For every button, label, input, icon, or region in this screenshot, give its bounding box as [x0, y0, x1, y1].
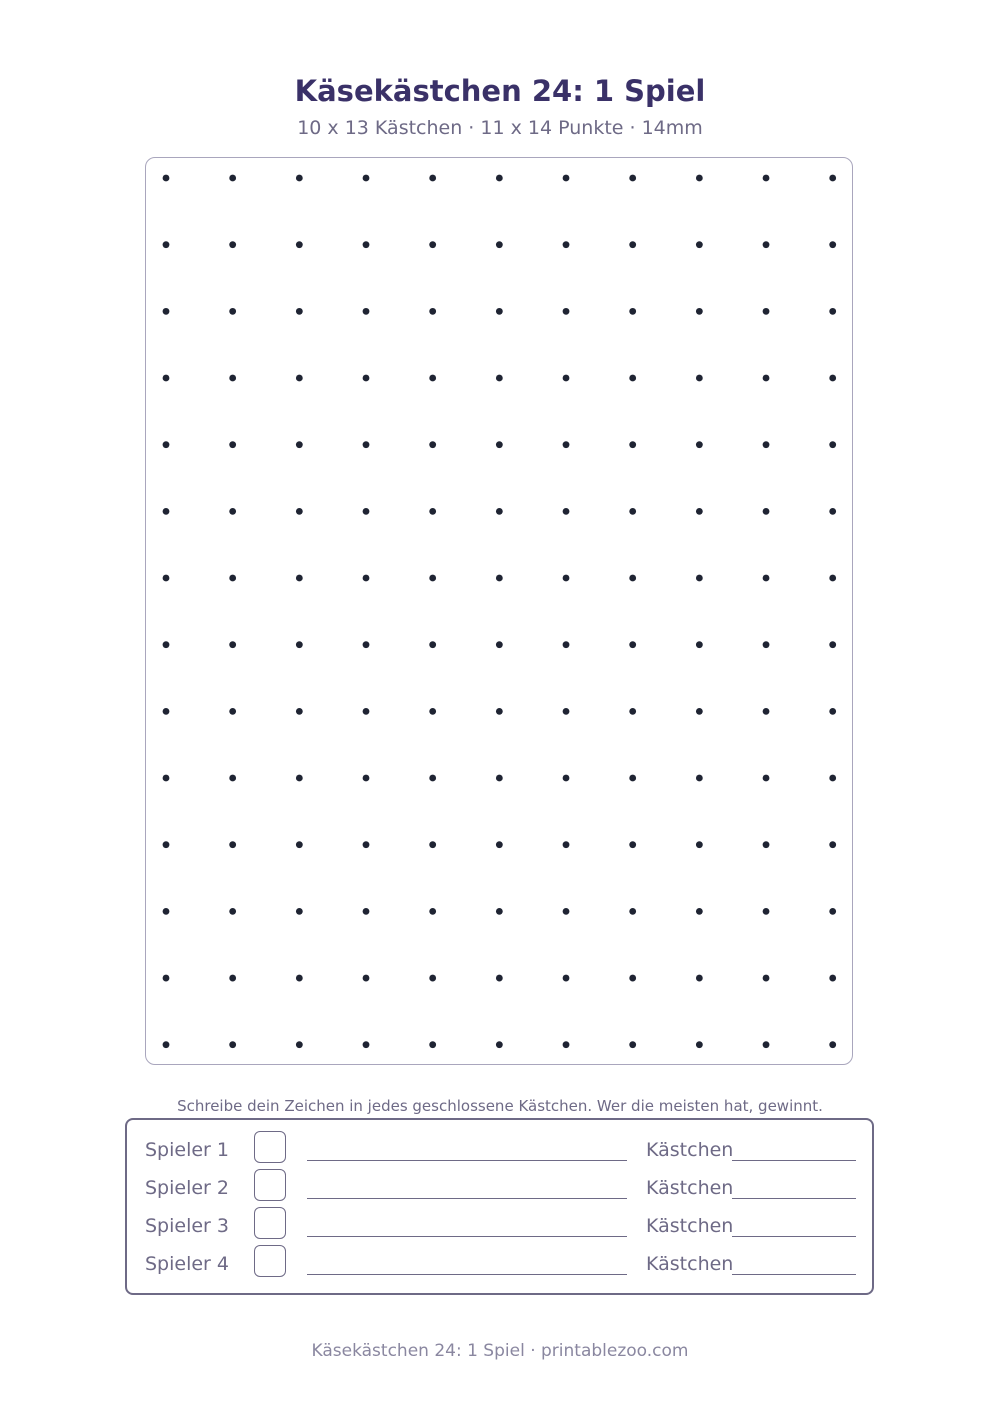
grid-dot[interactable] — [495, 707, 502, 714]
grid-dot[interactable] — [629, 974, 636, 981]
grid-dot[interactable] — [162, 374, 169, 381]
grid-dot[interactable] — [629, 174, 636, 181]
grid-dot[interactable] — [562, 441, 569, 448]
grid-dot[interactable] — [162, 441, 169, 448]
grid-dot[interactable] — [429, 641, 436, 648]
player-symbol-box[interactable] — [254, 1245, 286, 1277]
grid-dot[interactable] — [562, 1041, 569, 1048]
player-name-line[interactable] — [307, 1160, 627, 1161]
grid-dot[interactable] — [629, 707, 636, 714]
page-subtitle: 10 x 13 Kästchen · 11 x 14 Punkte · 14mm — [297, 117, 703, 139]
grid-dot[interactable] — [762, 974, 769, 981]
grid-dot[interactable] — [829, 174, 836, 181]
grid-dot[interactable] — [295, 707, 302, 714]
player-row — [127, 1207, 872, 1245]
grid-dot[interactable] — [495, 174, 502, 181]
grid-dot[interactable] — [362, 974, 369, 981]
grid-dot[interactable] — [429, 174, 436, 181]
grid-dot[interactable] — [429, 374, 436, 381]
scoreboard — [125, 1118, 874, 1295]
grid-dot[interactable] — [695, 641, 702, 648]
box-count-line[interactable] — [732, 1160, 856, 1161]
grid-dot[interactable] — [362, 507, 369, 514]
grid-dot[interactable] — [162, 174, 169, 181]
grid-dot[interactable] — [295, 774, 302, 781]
grid-dot[interactable] — [629, 841, 636, 848]
box-count-label: Kästchen — [646, 1215, 734, 1237]
grid-dot[interactable] — [362, 707, 369, 714]
grid-dot[interactable] — [562, 841, 569, 848]
grid-dot[interactable] — [362, 774, 369, 781]
grid-dot[interactable] — [562, 507, 569, 514]
grid-dot[interactable] — [562, 974, 569, 981]
game-instruction: Schreibe dein Zeichen in jedes geschlossene Kästchen. Wer die meisten hat, gewinnt. — [177, 1097, 823, 1115]
grid-dot[interactable] — [295, 174, 302, 181]
grid-dot[interactable] — [829, 974, 836, 981]
grid-dot[interactable] — [162, 641, 169, 648]
grid-dot[interactable] — [829, 507, 836, 514]
grid-dot[interactable] — [562, 641, 569, 648]
player-row — [127, 1245, 872, 1283]
box-count-label: Kästchen — [646, 1253, 734, 1275]
grid-dot[interactable] — [562, 774, 569, 781]
grid-dot[interactable] — [162, 774, 169, 781]
grid-dot[interactable] — [362, 841, 369, 848]
grid-dot[interactable] — [495, 841, 502, 848]
page-title: Käsekästchen 24: 1 Spiel — [294, 74, 706, 108]
grid-dot[interactable] — [495, 974, 502, 981]
grid-dot[interactable] — [495, 774, 502, 781]
grid-dot[interactable] — [495, 574, 502, 581]
grid-dot[interactable] — [695, 1041, 702, 1048]
grid-dot[interactable] — [229, 507, 236, 514]
grid-dot[interactable] — [295, 907, 302, 914]
dot-grid-board — [145, 157, 853, 1065]
grid-dot[interactable] — [295, 441, 302, 448]
grid-dot[interactable] — [829, 441, 836, 448]
grid-dot[interactable] — [495, 374, 502, 381]
grid-dot[interactable] — [829, 641, 836, 648]
grid-dot[interactable] — [562, 307, 569, 314]
grid-dot[interactable] — [762, 174, 769, 181]
grid-dot[interactable] — [762, 707, 769, 714]
grid-dot[interactable] — [695, 774, 702, 781]
grid-dot[interactable] — [229, 174, 236, 181]
grid-dot[interactable] — [229, 574, 236, 581]
grid-dot[interactable] — [629, 574, 636, 581]
grid-dot[interactable] — [562, 574, 569, 581]
grid-dot[interactable] — [829, 1041, 836, 1048]
grid-dot[interactable] — [429, 241, 436, 248]
grid-dot[interactable] — [562, 374, 569, 381]
grid-dot[interactable] — [629, 907, 636, 914]
grid-dot[interactable] — [495, 307, 502, 314]
grid-dot[interactable] — [562, 174, 569, 181]
grid-dot[interactable] — [762, 841, 769, 848]
grid-dot[interactable] — [295, 1041, 302, 1048]
player-label: Spieler 2 — [145, 1177, 229, 1199]
grid-dot[interactable] — [762, 907, 769, 914]
grid-dot[interactable] — [229, 641, 236, 648]
box-count-line[interactable] — [732, 1274, 856, 1275]
grid-dot[interactable] — [695, 174, 702, 181]
grid-dot[interactable] — [429, 441, 436, 448]
grid-dot[interactable] — [295, 841, 302, 848]
grid-dot[interactable] — [695, 307, 702, 314]
grid-dot[interactable] — [762, 574, 769, 581]
grid-dot[interactable] — [229, 707, 236, 714]
grid-dot[interactable] — [295, 641, 302, 648]
box-count-label: Kästchen — [646, 1177, 734, 1199]
player-name-line[interactable] — [307, 1236, 627, 1237]
grid-dot[interactable] — [562, 707, 569, 714]
grid-dot[interactable] — [495, 641, 502, 648]
grid-dot[interactable] — [829, 907, 836, 914]
grid-dot[interactable] — [162, 241, 169, 248]
grid-dot[interactable] — [162, 307, 169, 314]
grid-dot[interactable] — [229, 774, 236, 781]
grid-dot[interactable] — [762, 507, 769, 514]
grid-dot[interactable] — [629, 641, 636, 648]
grid-dot[interactable] — [162, 507, 169, 514]
grid-dot[interactable] — [362, 241, 369, 248]
grid-dot[interactable] — [362, 374, 369, 381]
grid-dot[interactable] — [362, 574, 369, 581]
grid-dot[interactable] — [695, 974, 702, 981]
grid-dot[interactable] — [829, 307, 836, 314]
grid-dot[interactable] — [229, 307, 236, 314]
grid-dot[interactable] — [695, 574, 702, 581]
grid-dot[interactable] — [162, 974, 169, 981]
box-count-label: Kästchen — [646, 1139, 734, 1161]
grid-dot[interactable] — [562, 907, 569, 914]
grid-dot[interactable] — [829, 574, 836, 581]
grid-dot[interactable] — [629, 374, 636, 381]
grid-dot[interactable] — [762, 641, 769, 648]
grid-dot[interactable] — [362, 441, 369, 448]
grid-dot[interactable] — [362, 1041, 369, 1048]
grid-dot[interactable] — [695, 841, 702, 848]
grid-dot[interactable] — [762, 241, 769, 248]
grid-dot[interactable] — [295, 974, 302, 981]
grid-dot[interactable] — [362, 907, 369, 914]
grid-dot[interactable] — [229, 241, 236, 248]
grid-dot[interactable] — [295, 307, 302, 314]
grid-dot[interactable] — [629, 1041, 636, 1048]
grid-dot[interactable] — [429, 707, 436, 714]
grid-dot[interactable] — [829, 241, 836, 248]
grid-dot[interactable] — [629, 307, 636, 314]
grid-dot[interactable] — [429, 974, 436, 981]
grid-dot[interactable] — [495, 907, 502, 914]
grid-dot[interactable] — [695, 707, 702, 714]
grid-dot[interactable] — [695, 374, 702, 381]
grid-dot[interactable] — [229, 441, 236, 448]
player-name-line[interactable] — [307, 1274, 627, 1275]
grid-dot[interactable] — [829, 707, 836, 714]
grid-dot[interactable] — [629, 441, 636, 448]
player-label: Spieler 1 — [145, 1139, 229, 1161]
grid-dot[interactable] — [762, 374, 769, 381]
grid-dot[interactable] — [229, 374, 236, 381]
player-row — [127, 1169, 872, 1207]
grid-dot[interactable] — [495, 241, 502, 248]
grid-dot[interactable] — [295, 374, 302, 381]
grid-dot[interactable] — [629, 241, 636, 248]
player-row — [127, 1131, 872, 1169]
grid-dot[interactable] — [162, 1041, 169, 1048]
grid-dot[interactable] — [695, 441, 702, 448]
grid-dot[interactable] — [495, 1041, 502, 1048]
grid-dot[interactable] — [229, 1041, 236, 1048]
grid-dot[interactable] — [362, 641, 369, 648]
grid-dot[interactable] — [762, 1041, 769, 1048]
grid-dot[interactable] — [429, 307, 436, 314]
box-count-line[interactable] — [732, 1236, 856, 1237]
player-label: Spieler 3 — [145, 1215, 229, 1237]
box-count-line[interactable] — [732, 1198, 856, 1199]
grid-dot[interactable] — [629, 507, 636, 514]
grid-dot[interactable] — [229, 974, 236, 981]
grid-dot[interactable] — [495, 507, 502, 514]
grid-dot[interactable] — [762, 307, 769, 314]
grid-dot[interactable] — [362, 307, 369, 314]
grid-dot[interactable] — [762, 441, 769, 448]
page-footer: Käsekästchen 24: 1 Spiel · printablezoo.com — [311, 1341, 689, 1361]
player-label: Spieler 4 — [145, 1253, 229, 1275]
grid-dot[interactable] — [695, 241, 702, 248]
grid-dot[interactable] — [429, 841, 436, 848]
grid-dot[interactable] — [495, 441, 502, 448]
player-symbol-box[interactable] — [254, 1207, 286, 1239]
grid-dot[interactable] — [429, 574, 436, 581]
grid-dot[interactable] — [229, 841, 236, 848]
grid-dot[interactable] — [295, 507, 302, 514]
grid-dot[interactable] — [829, 841, 836, 848]
grid-dot[interactable] — [629, 774, 636, 781]
grid-dot[interactable] — [829, 374, 836, 381]
grid-dot[interactable] — [295, 574, 302, 581]
player-symbol-box[interactable] — [254, 1131, 286, 1163]
grid-dot[interactable] — [429, 774, 436, 781]
grid-dot[interactable] — [695, 907, 702, 914]
grid-dot[interactable] — [562, 241, 569, 248]
grid-dot[interactable] — [162, 707, 169, 714]
grid-dot[interactable] — [429, 1041, 436, 1048]
player-name-line[interactable] — [307, 1198, 627, 1199]
grid-dot[interactable] — [429, 507, 436, 514]
grid-dot[interactable] — [162, 574, 169, 581]
grid-dot[interactable] — [295, 241, 302, 248]
grid-dot[interactable] — [829, 774, 836, 781]
grid-dot[interactable] — [429, 907, 436, 914]
grid-dot[interactable] — [162, 907, 169, 914]
player-symbol-box[interactable] — [254, 1169, 286, 1201]
grid-dot[interactable] — [362, 174, 369, 181]
grid-dot[interactable] — [162, 841, 169, 848]
dot-grid — [145, 157, 853, 1065]
grid-dot[interactable] — [229, 907, 236, 914]
grid-dot[interactable] — [762, 774, 769, 781]
grid-dot[interactable] — [695, 507, 702, 514]
